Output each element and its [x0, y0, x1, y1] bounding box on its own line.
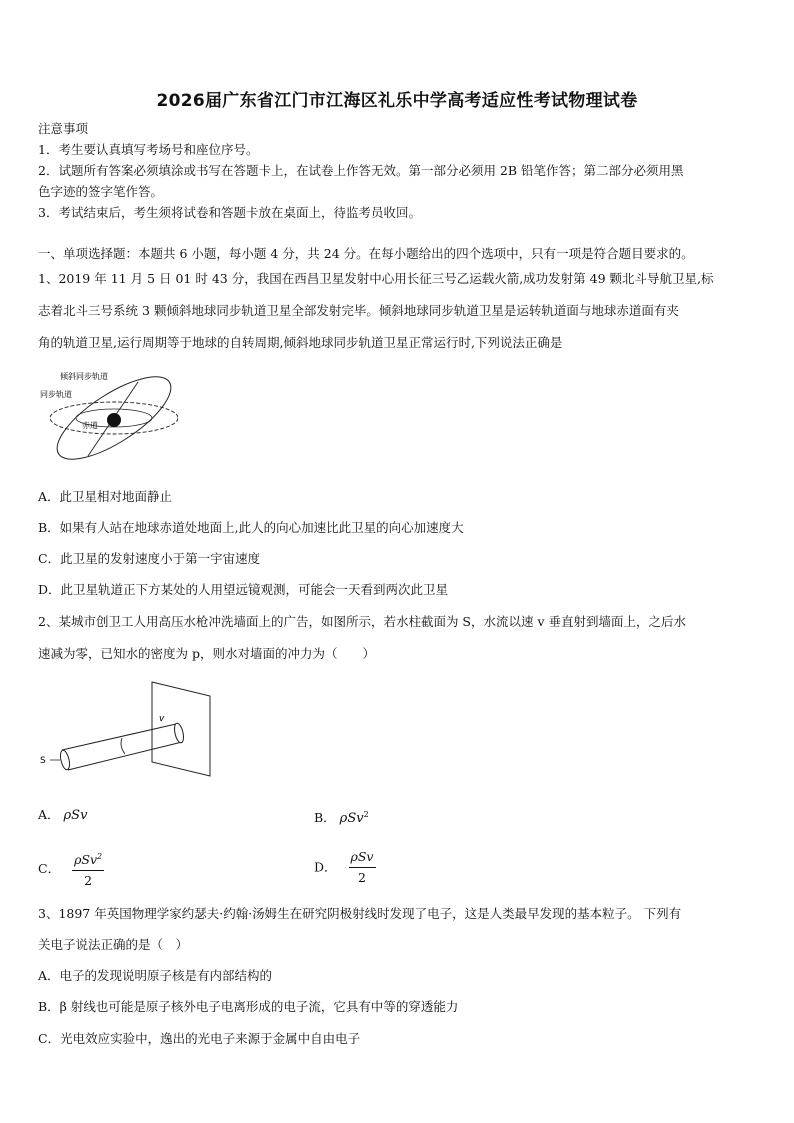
q2-option-c-label: C．: [38, 861, 61, 877]
jet-end: [173, 722, 185, 743]
notice-heading: 注意事项: [38, 121, 89, 136]
jet-start: [59, 749, 71, 770]
q1-option-d: D．此卫星轨道正下方某处的人用望远镜观测，可能会一天看到两次此卫星: [38, 582, 449, 597]
label-s: S: [40, 756, 46, 766]
q2-option-b-exponent: 2: [363, 810, 369, 819]
q2-stem-line-1: 2、某城市创卫工人用高压水枪冲洗墙面上的广告，如图所示，若水柱截面为 S，水流以速 v 垂直射到墙面上，之后水: [38, 614, 687, 629]
page-title: 2026届广东省江门市江海区礼乐中学高考适应性考试物理试卷: [156, 91, 638, 111]
notice-item-2: 2．试题所有答案必须填涂或书写在答题卡上，在试卷上作答无效。第一部分必须用 2B 铅笔作答；第二部分必须用黑: [38, 163, 684, 178]
q2-option-b-label: B．: [314, 810, 336, 826]
q2-option-c-numerator: ρSv: [74, 852, 98, 868]
q2-option-b: [314, 806, 369, 828]
notice-item-1: 1．考生要认真填写考场号和座位序号。: [38, 142, 259, 157]
q2-option-a-label: A．: [38, 807, 60, 822]
q3-option-a: A．电子的发现说明原子核是有内部结构的: [38, 968, 273, 983]
q2-option-a-expr: ρSv: [63, 808, 88, 823]
orbit-diagram: [38, 364, 178, 472]
q2-option-d-denominator: 2: [358, 870, 366, 885]
q2-option-d: [314, 848, 376, 887]
q1-stem-line-2: 志着北斗三号系统 3 颗倾斜地球同步轨道卫星全部发射完毕。倾斜地球同步轨道卫星是运转轨道面与地球赤道面有夹: [38, 303, 679, 318]
q2-option-c: [38, 848, 104, 890]
label-equator: 赤道: [82, 421, 98, 430]
q2-option-c-fraction: [72, 848, 104, 890]
earth: [107, 413, 121, 427]
q3-stem-line-2: 关电子说法正确的是（ ）: [38, 937, 189, 952]
notice-item-2-cont: 色字迹的签字笔作答。: [38, 184, 164, 199]
q1-option-b: B．如果有人站在地球赤道处地面上,此人的向心加速比此卫星的向心加速度大: [38, 520, 464, 535]
label-v: v: [159, 714, 165, 724]
q2-option-b-expr: ρSv: [339, 811, 364, 827]
q2-option-d-fraction: [349, 848, 376, 887]
q1-option-c: C．此卫星的发射速度小于第一宇宙速度: [38, 551, 261, 566]
q2-option-c-denominator: 2: [84, 873, 93, 889]
water-jet-diagram: [38, 678, 218, 778]
notice-item-3: 3．考试结束后，考生须将试卷和答题卡放在桌面上，待监考员收回。: [38, 205, 421, 220]
q1-stem-line-1: 1、2019 年 11 月 5 日 01 时 43 分，我国在西昌卫星发射中心用长征三号乙运载火箭,成功发射第 49 颗北斗导航卫星,标: [38, 271, 714, 286]
q1-stem-line-3: 角的轨道卫星,运行周期等于地球的自转周期,倾斜地球同步轨道卫星正常运行时,下列说法正确是: [38, 335, 563, 350]
q3-stem-line-1: 3、1897 年英国物理学家约瑟夫·约翰·汤姆生在研究阴极射线时发现了电子，这是人类最早发现的基本粒子。 下列有: [38, 906, 682, 921]
q1-option-a: A．此卫星相对地面静止: [38, 489, 173, 504]
label-sync-orbit: 同步轨道: [40, 390, 72, 399]
section-heading: 一、单项选择题：本题共 6 小题，每小题 4 分，共 24 分。在每小题给出的四个选项中，只有一项是符合题目要求的。: [38, 246, 694, 261]
q2-option-a: [38, 806, 87, 825]
q2-option-c-exponent: 2: [97, 852, 103, 861]
q3-option-b: B．β 射线也可能是原子核外电子电离形成的电子流，它具有中等的穿透能力: [38, 999, 459, 1014]
q2-stem-line-2: 速减为零，已知水的密度为 p，则水对墙面的冲力为（ ）: [38, 646, 375, 661]
label-incline-orbit: 倾斜同步轨道: [60, 372, 108, 381]
q2-option-d-label: D．: [314, 859, 337, 875]
q3-option-c: C．光电效应实验中，逸出的光电子来源于金属中自由电子: [38, 1031, 361, 1046]
q2-option-d-numerator: ρSv: [349, 848, 376, 868]
